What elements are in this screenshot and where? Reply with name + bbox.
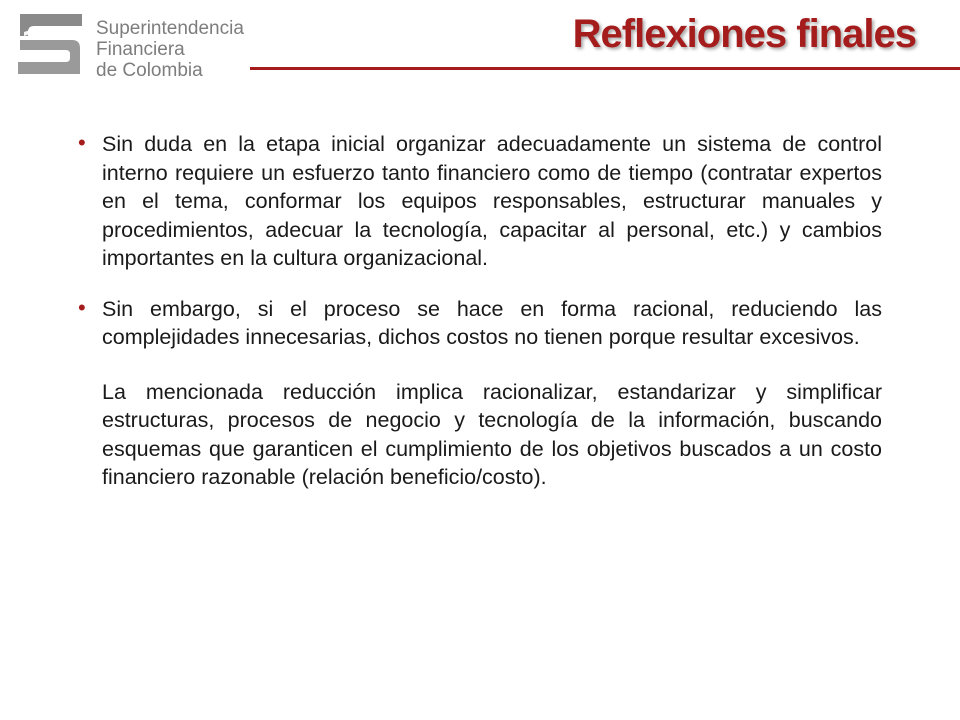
slide-title: Reflexiones finales bbox=[572, 12, 916, 56]
logo-line-1: Superintendencia bbox=[96, 18, 244, 39]
body-paragraph: La mencionada reducción implica racionalizar, estandarizar y simplificar estructuras, procesos de negocio y tecnología de la información, buscando esquemas que garanticen el cumplimiento de los objetivos buscados a un costo financiero razonable (relación beneficio/costo). bbox=[102, 379, 882, 489]
bullet-icon: • bbox=[78, 294, 86, 320]
bullet-item bbox=[72, 295, 882, 352]
title-divider bbox=[250, 67, 960, 70]
logo-line-2: Financiera bbox=[96, 39, 185, 60]
logo bbox=[10, 8, 250, 82]
superintendencia-logo-icon bbox=[10, 8, 90, 80]
bullet-text: Sin embargo, si el proceso se hace en forma racional, reduciendo las complejidades innecesarias, dichos costos no tienen porque resultar excesivos. bbox=[102, 296, 882, 349]
logo-text bbox=[96, 18, 244, 81]
bullet-text: Sin duda en la etapa inicial organizar adecuadamente un sistema de control interno requiere un esfuerzo tanto financiero como de tiempo (contratar expertos en el tema, conformar los equipos responsables, estructurar manuales y procedimientos, adecuar la tecnología, capacitar al personal, etc.) y cambios importantes en la cultura organizacional. bbox=[102, 132, 882, 270]
slide-content bbox=[72, 130, 882, 492]
logo-line-3: de Colombia bbox=[96, 60, 203, 81]
bullet-item bbox=[72, 130, 882, 273]
bullet-icon: • bbox=[78, 130, 86, 155]
